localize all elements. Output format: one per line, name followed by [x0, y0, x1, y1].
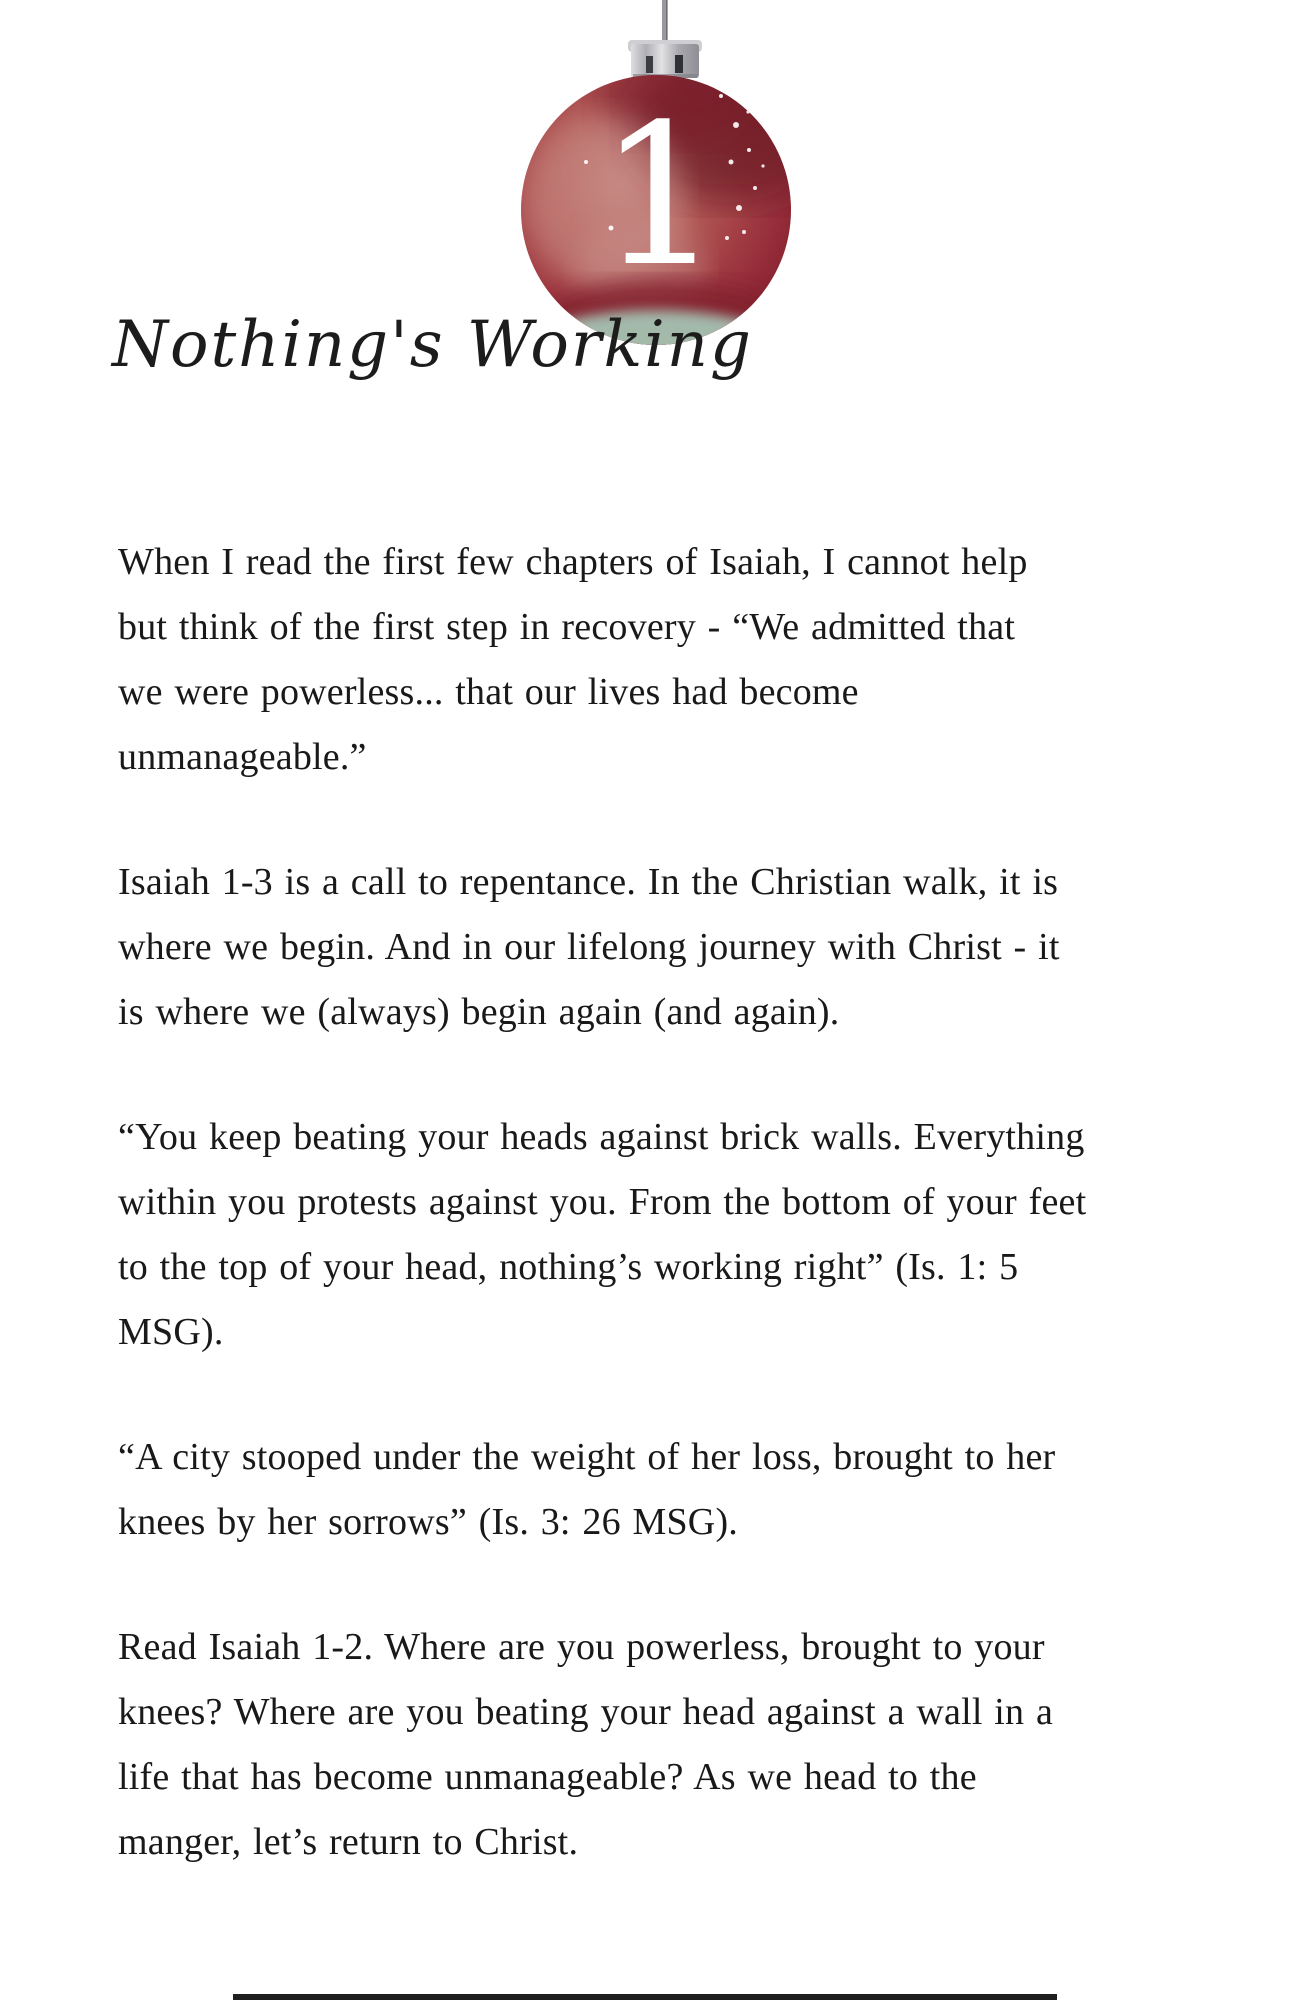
body-line: Read Isaiah 1-2. Where are you powerless, brought to your [118, 1626, 1045, 1668]
christmas-ornament-illustration [491, 0, 821, 360]
body-line: Isaiah 1-3 is a call to repentance. In the Christian walk, it is [118, 861, 1059, 903]
body-line: is where we (always) begin again (and again). [118, 991, 840, 1033]
body-line: knees? Where are you beating your head against a wall in a [118, 1691, 1054, 1733]
paragraph [118, 1615, 1188, 1875]
body-line: unmanageable.” [118, 736, 367, 778]
paragraph [118, 1105, 1188, 1365]
body-line: life that has become unmanageable? As we head to the [118, 1756, 977, 1798]
page-title: Nothing's Working [112, 308, 753, 382]
body-line: manger, let’s return to Christ. [118, 1821, 579, 1863]
body-line: to the top of your head, nothing’s working right” (Is. 1: 5 [118, 1246, 1019, 1288]
paragraph [118, 850, 1188, 1045]
body-line: MSG). [118, 1311, 224, 1353]
paragraph [118, 530, 1188, 790]
body-line: but think of the first step in recovery - “We admitted that [118, 606, 1016, 648]
bottom-edge-bar [233, 1994, 1057, 2000]
body-line: When I read the first few chapters of Isaiah, I cannot help [118, 541, 1028, 583]
body-line: within you protests against you. From the bottom of your feet [118, 1181, 1087, 1223]
body-text [118, 530, 1188, 1875]
ornament-cap-icon [628, 40, 702, 78]
body-line: “You keep beating your heads against brick walls. Everything [118, 1116, 1085, 1158]
body-line: knees by her sorrows” (Is. 3: 26 MSG). [118, 1501, 739, 1543]
body-line: we were powerless... that our lives had become [118, 671, 859, 713]
paragraph [118, 1425, 1188, 1555]
body-line: “A city stooped under the weight of her loss, brought to her [118, 1436, 1056, 1478]
ornament-number: 1 [597, 82, 723, 309]
body-line: where we begin. And in our lifelong journey with Christ - it [118, 926, 1060, 968]
